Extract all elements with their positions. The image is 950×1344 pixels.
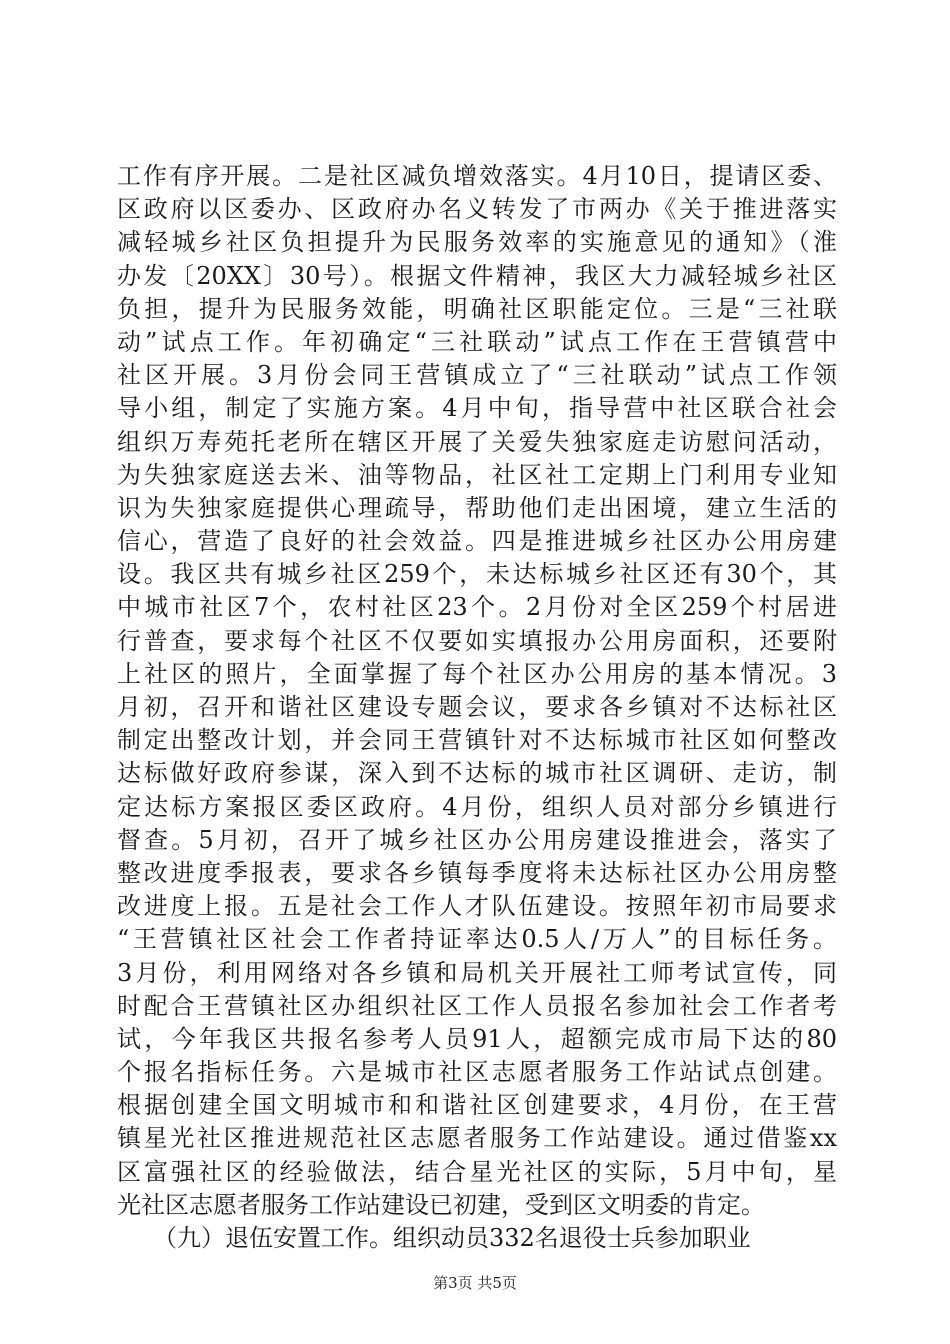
text-line: 设。我区共有城乡社区259个，未达标城乡社区还有30个，其 bbox=[117, 560, 837, 589]
text-line: 行普查，要求每个社区不仅要如实填报办公用房面积，还要附 bbox=[117, 626, 837, 655]
text-line: 导小组，制定了实施方案。4月中旬，指导营中社区联合社会 bbox=[117, 394, 837, 423]
text-line: 根据创建全国文明城市和和谐社区创建要求，4月份，在王营 bbox=[117, 1091, 837, 1120]
text-line: 识为失独家庭提供心理疏导，帮助他们走出困境，建立生活的 bbox=[117, 493, 837, 522]
text-line: 整改进度季报表，要求各乡镇每季度将未达标社区办公用房整 bbox=[117, 858, 837, 887]
text-line: 个报名指标任务。六是城市社区志愿者服务工作站试点创建。 bbox=[117, 1058, 837, 1087]
body-text bbox=[117, 160, 837, 1255]
text-line: 负担，提升为民服务效能，明确社区职能定位。三是“三社联 bbox=[117, 294, 837, 323]
page-footer: 第3页 共5页 bbox=[433, 1274, 517, 1292]
text-line: 信心，营造了良好的社会效益。四是推进城乡社区办公用房建 bbox=[117, 527, 837, 556]
text-line: 光社区志愿者服务工作站建设已初建，受到区文明委的肯定。 bbox=[117, 1190, 765, 1219]
text-line: 工作有序开展。二是社区减负增效落实。4月10日，提请区委、 bbox=[117, 162, 837, 190]
text-line: 制定出整改计划，并会同王营镇针对不达标城市社区如何整改 bbox=[117, 726, 837, 755]
text-line: 动”试点工作。年初确定“三社联动”试点工作在王营镇营中 bbox=[117, 327, 837, 356]
text-line: 办发〔20XX〕30号）。根据文件精神，我区大力减轻城乡社区 bbox=[117, 261, 837, 290]
text-line: （九）退伍安置工作。组织动员332名退役士兵参加职业 bbox=[117, 1224, 751, 1252]
text-line: 改进度上报。五是社会工作人才队伍建设。按照年初市局要求 bbox=[117, 892, 837, 921]
text-line: 上社区的照片，全面掌握了每个社区办公用房的基本情况。3 bbox=[117, 659, 837, 688]
text-line: 月初，召开和谐社区建设专题会议，要求各乡镇对不达标社区 bbox=[117, 693, 837, 721]
text-line: 中城市社区7个，农村社区23个。2月份对全区259个村居进 bbox=[117, 593, 837, 622]
text-line: 3月份，利用网络对各乡镇和局机关开展社工师考试宣传，同 bbox=[117, 958, 837, 987]
text-line: 试，今年我区共报名参考人员91人，超额完成市局下达的80 bbox=[117, 1024, 837, 1053]
text-line: 区政府以区委办、区政府办名义转发了市两办《关于推进落实 bbox=[117, 195, 837, 224]
text-line: 减轻城乡社区负担提升为民服务效率的实施意见的通知》（淮 bbox=[117, 228, 837, 257]
text-line: “王营镇社区社会工作者持证率达0.5人/万人”的目标任务。 bbox=[117, 925, 837, 954]
text-line: 时配合王营镇社区办组织社区工作人员报名参加社会工作者考 bbox=[117, 991, 837, 1020]
text-line: 为失独家庭送去米、油等物品，社区社工定期上门利用专业知 bbox=[117, 460, 837, 489]
text-line: 定达标方案报区委区政府。4月份，组织人员对部分乡镇进行 bbox=[117, 792, 837, 821]
text-line: 督查。5月初，召开了城乡社区办公用房建设推进会，落实了 bbox=[117, 825, 837, 854]
text-line: 区富强社区的经验做法，结合星光社区的实际，5月中旬，星 bbox=[117, 1157, 837, 1186]
text-line: 社区开展。3月份会同王营镇成立了“三社联动”试点工作领 bbox=[117, 361, 837, 390]
text-line: 达标做好政府参谋，深入到不达标的城市社区调研、走访，制 bbox=[117, 759, 837, 788]
text-line: 组织万寿苑托老所在辖区开展了关爱失独家庭走访慰问活动， bbox=[117, 427, 837, 456]
text-line: 镇星光社区推进规范社区志愿者服务工作站建设。通过借鉴xx bbox=[117, 1124, 837, 1153]
